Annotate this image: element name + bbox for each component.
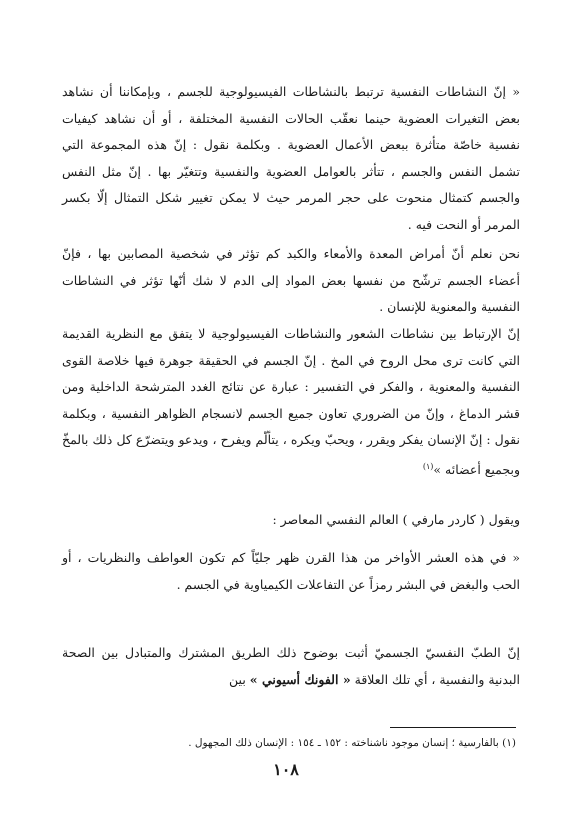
paragraph-6-bold-term: « الفونك أسيوني » [249, 671, 351, 687]
paragraph-2 [62, 241, 520, 321]
paragraph-4 [62, 507, 534, 534]
paragraph-5 [62, 545, 520, 598]
footnote-reference: (١) [422, 461, 434, 471]
paragraph-1 [62, 79, 520, 238]
page-number: ١٠٨ [273, 760, 299, 779]
paragraph-6-text-before: إنّ الطبّ النفسيّ الجسميّ أثبت بوضوح ذلك الطريق المشترك والمتبادل بين الصحة البدنية والنفسية ، أي تلك العلاقة [62, 645, 520, 687]
paragraph-5-text: « في هذه العشر الأواخر من هذا القرن ظهر جليّاً كم تكون العواطف والنظريات ، أو الحب والبغض في البشر رمزاً عن التفاعلات الكيمياوية في الجسم . [62, 550, 520, 592]
paragraph-4-text: ويقول ( كاردر مارفي ) العالم النفسي المعاصر : [272, 512, 520, 527]
paragraph-6-text-after: بين [229, 671, 246, 687]
footnote-divider [390, 727, 516, 728]
paragraph-1-text: « إنّ النشاطات النفسية ترتبط بالنشاطات الفيسيولوجية للجسم ، وبإمكاننا أن نشاهد بعض التغيرات العضوية حينما نعقّب الحالات النفسية المختلفة ، أو أن نشاهد كيفيات نفسية خاصّة متأثرة ببعض الأعمال العضوية . وبكلمة نقول : إنّ هذه المجموعة التي تشمل النفس والجسم ، تتأثر بالعوامل العضوية والنفسية وتتغيّر بها . إنّ مثل النفس والجسم كتمثال منحوت على حجر المرمر حيث لا يمكن تغيير شكل التمثال إلّا بكسر المرمر أو النحت فيه . [62, 84, 520, 232]
paragraph-6 [62, 640, 520, 693]
paragraph-3-text: إنّ الإرتباط بين نشاطات الشعور والنشاطات الفيسيولوجية لا يتفق مع النظرية القديمة التي كانت ترى محل الروح في المخ . إنّ الجسم في الحقيقة جوهرة فيها خلاصة القوى النفسية والمعنوية ، والفكر في التفسير : عبارة عن نتائج الغدد المترشحة الداخلية ومن قشر الدماغ ، وإنّ من الضروري تعاون جميع الجسم لانسجام الظواهر النفسية ، وبكلمة نقول : إنّ الإنسان يفكر ويقرر ، ويحبّ ويكره ، يتألّم ويفرح ، ويدعو ويتضرّع كل ذلك بالمخّ وبجميع أعضائه » [62, 326, 520, 477]
paragraph-3 [62, 321, 520, 483]
paragraph-2-text: نحن نعلم أنّ أمراض المعدة والأمعاء والكبد كم تؤثر في شخصية المصابين بها ، فإنّ أعضاء الجسم ترشّح من نفسها بعض المواد إلى الدم لا شك أنّها تؤثر في النشاطات النفسية والمعنوية للإنسان . [62, 246, 520, 314]
footnote: (١) بالفارسية ؛ إنسان موجود ناشناخته : ١٥٢ ـ ١٥٤ : الإنسان ذلك المجهول . [188, 737, 516, 749]
